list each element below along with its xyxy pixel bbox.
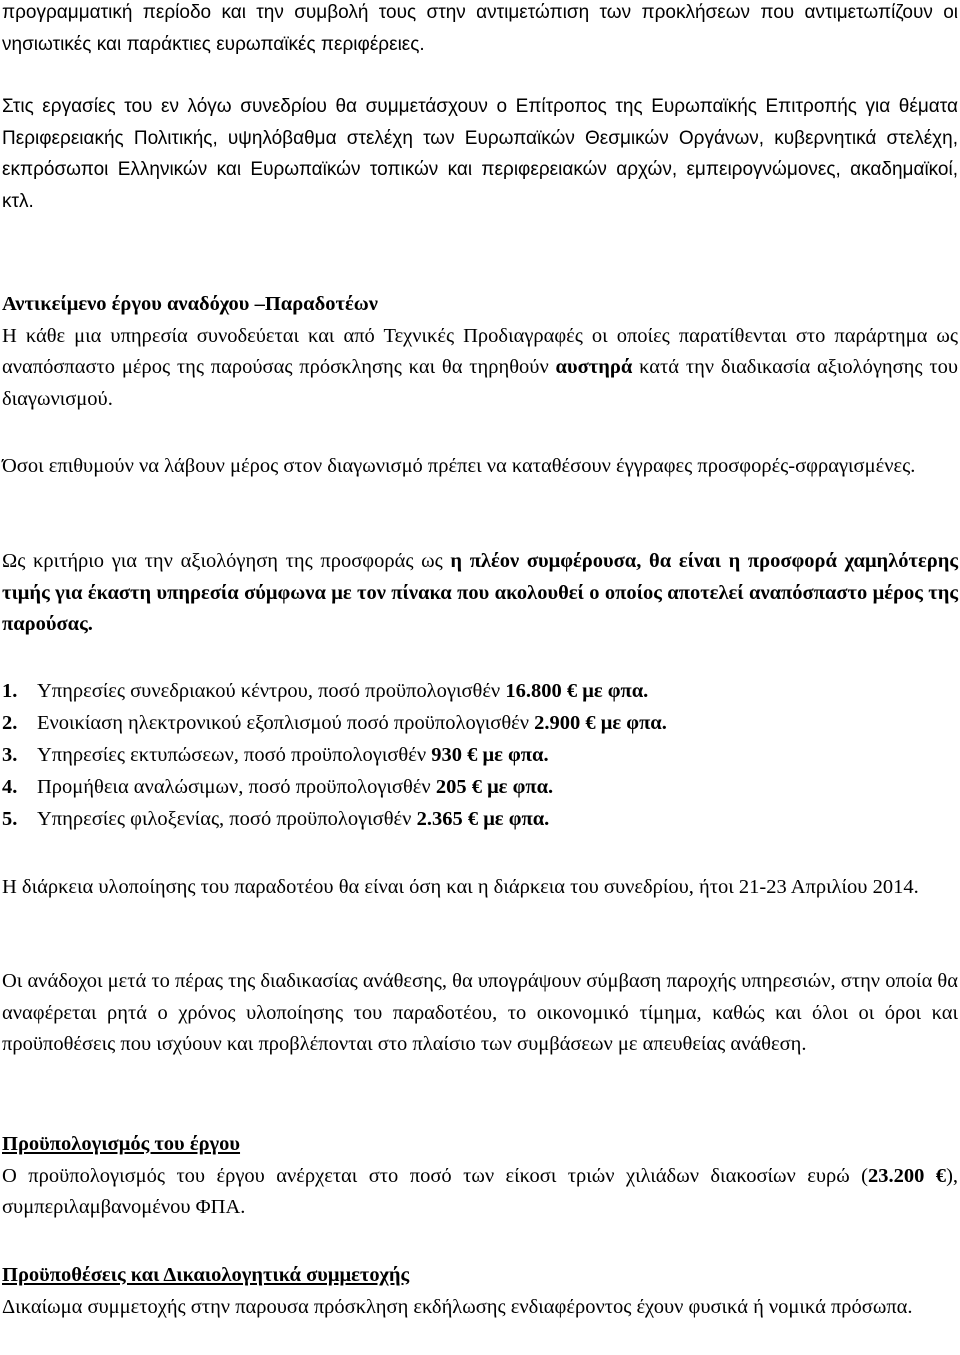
- service-item: [2, 803, 958, 835]
- service-item: [2, 675, 958, 707]
- budget-text-after: ), συμπεριλαμβανομένου ΦΠΑ.: [2, 1164, 959, 1218]
- service-number: 5.: [2, 808, 18, 830]
- service-text: Υπηρεσίες εκτυπώσεων, ποσό προϋπολογισθέν 930 € με φπα.: [37, 744, 549, 766]
- contract-paragraph: Οι ανάδοχοι μετά το πέρας της διαδικασίας ανάθεσης, θα υπογράψουν σύμβαση παροχής υπηρεσιών, στην οποία θα αναφέρεται ρητά ο χρόνος υλοποίησης του παραδοτέου, το οικονομικό τίμημα, καθώς και όλοι οι όροι και προϋποθέσεις που ισχύουν και προβλέπονται στο πλαίσιο των συμβάσεων με απευθείας ανάθεση.: [2, 970, 958, 1055]
- deliverables-text-after: κατά την διαδικασία αξιολόγησης του διαγωνισμού.: [2, 356, 958, 410]
- service-number: 1.: [2, 680, 18, 702]
- eligibility-heading: Προϋποθέσεις και Δικαιολογητικά συμμετοχής: [2, 1264, 410, 1286]
- deliverables-paragraph: [2, 321, 958, 416]
- services-list: [2, 675, 958, 835]
- submission-paragraph: Όσοι επιθυμούν να λάβουν μέρος στον διαγωνισμό πρέπει να καταθέσουν έγγραφες προσφορές-σφραγισμένες.: [2, 455, 916, 477]
- deliverables-text-before: Η κάθε μια υπηρεσία συνοδεύεται και από Τεχνικές Προδιαγραφές οι οποίες παρατίθενται στο παράρτημα ως αναπόσπαστο μέρος της παρούσας πρόσκλησης και θα τηρηθούν: [2, 324, 958, 378]
- service-amount: 2.900 € με φπα.: [534, 712, 667, 734]
- service-number: 2.: [2, 712, 18, 734]
- service-item: [2, 771, 958, 803]
- service-text: Προμήθεια αναλώσιμων, ποσό προϋπολογισθέν 205 € με φπα.: [37, 776, 554, 798]
- service-amount: 16.800 € με φπα.: [505, 680, 649, 702]
- budget-paragraph: [2, 1161, 958, 1224]
- intro-paragraph: προγραμματική περίοδο και την συμβολή τους στην αντιμετώπιση των προκλήσεων που αντιμετωπίζουν οι νησιωτικές και παράκτιες ευρωπαϊκές περιφέρειες.: [2, 2, 958, 55]
- service-number: 4.: [2, 776, 18, 798]
- deliverables-heading: Αντικείμενο έργου αναδόχου –Παραδοτέων: [2, 293, 378, 315]
- eligibility-paragraph: Δικαίωμα συμμετοχής στην παρουσα πρόσκληση εκδήλωσης ενδιαφέροντος έχουν φυσικά ή νομικά πρόσωπα.: [2, 1295, 913, 1318]
- service-amount: 930 € με φπα.: [431, 744, 549, 766]
- service-amount: 2.365 € με φπα.: [416, 808, 550, 830]
- service-text: Υπηρεσίες συνεδριακού κέντρου, ποσό προϋπολογισθέν 16.800 € με φπα.: [37, 680, 649, 702]
- deliverables-emphasis: αυστηρά: [555, 356, 633, 378]
- service-text: Ενοικίαση ηλεκτρονικού εξοπλισμού ποσό προϋπολογισθέν 2.900 € με φπα.: [37, 712, 667, 734]
- budget-heading: Προϋπολογισμός του έργου: [2, 1133, 241, 1155]
- deliverables-section: [2, 289, 958, 415]
- criterion-text-before: Ως κριτήριο για την αξιολόγηση της προσφοράς ως: [2, 550, 451, 572]
- budget-amount: 23.200 €: [867, 1164, 947, 1187]
- budget-text-before: Ο προϋπολογισμός του έργου ανέρχεται στο ποσό των είκοσι τριών χιλιάδων διακοσίων ευρώ (: [2, 1164, 868, 1187]
- participants-paragraph: Στις εργασίες του εν λόγω συνεδρίου θα συμμετάσχουν ο Επίτροπος της Ευρωπαϊκής Επιτροπής για θέματα Περιφερειακής Πολιτικής, υψηλόβαθμα στελέχη των Ευρωπαϊκών Θεσμικών Οργάνων, κυβερνητικά στελέχη, εκπρόσωποι Ελληνικών και Ευρωπαϊκών τοπικών και περιφερειακών αρχών, εμπειρογνώμονες, ακαδημαϊκοί, κτλ.: [2, 96, 958, 212]
- criterion-bold-text: η πλέον συμφέρουσα, θα είναι η προσφορά χαμηλότερης τιμής για έκαστη υπηρεσία σύμφωνα με τον πίνακα που ακολουθεί ο οποίος αποτελεί αναπόσπαστο μέρος της παρούσας.: [2, 550, 958, 635]
- service-amount: 205 € με φπα.: [435, 776, 554, 798]
- eligibility-section: [2, 1260, 958, 1323]
- duration-paragraph: Η διάρκεια υλοποίησης του παραδοτέου θα είναι όση και η διάρκεια του συνεδρίου, ήτοι 21-23 Απριλίου 2014.: [2, 876, 919, 898]
- criterion-paragraph: [2, 546, 958, 641]
- service-text: Υπηρεσίες φιλοξενίας, ποσό προϋπολογισθέν 2.365 € με φπα.: [37, 808, 550, 830]
- service-item: [2, 707, 958, 739]
- service-item: [2, 739, 958, 771]
- budget-section: [2, 1129, 958, 1224]
- service-number: 3.: [2, 744, 18, 766]
